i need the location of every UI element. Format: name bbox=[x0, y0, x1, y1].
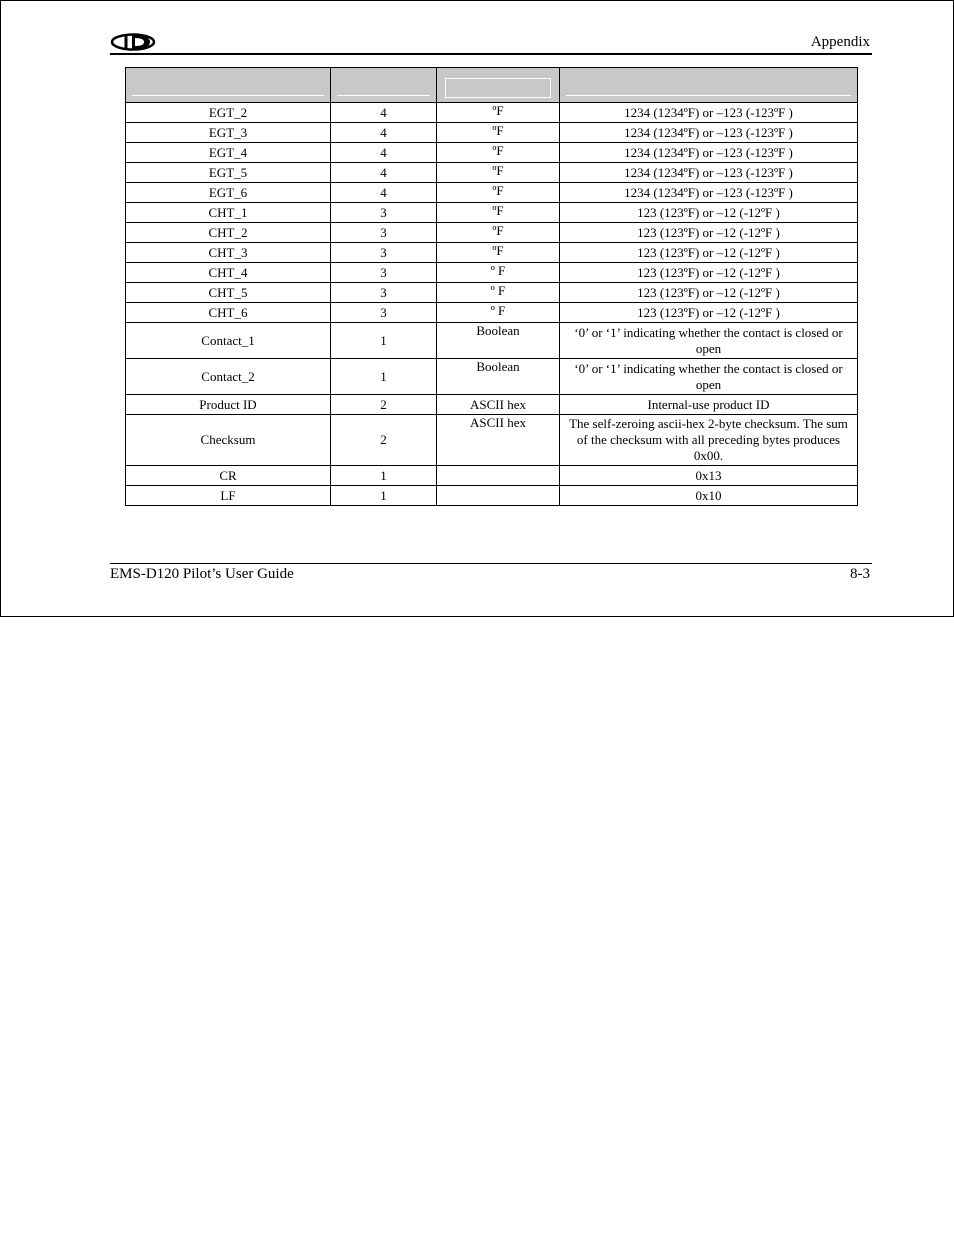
footer-rule bbox=[110, 563, 872, 564]
table-header-cell bbox=[560, 68, 858, 103]
description-cell: 1234 (1234ºF) or –123 (-123ºF ) bbox=[560, 123, 858, 143]
byte-count-cell: 4 bbox=[331, 143, 437, 163]
table-row bbox=[126, 415, 858, 466]
description-cell: 123 (123ºF) or –12 (-12ºF ) bbox=[560, 223, 858, 243]
footer-guide-title: EMS-D120 Pilot’s User Guide bbox=[110, 566, 294, 582]
byte-count-cell: 2 bbox=[331, 415, 437, 466]
field-name-cell: CR bbox=[126, 466, 331, 486]
field-name-cell: EGT_2 bbox=[126, 103, 331, 123]
table-row bbox=[126, 163, 858, 183]
description-cell: 0x13 bbox=[560, 466, 858, 486]
description-cell: Internal-use product ID bbox=[560, 395, 858, 415]
description-cell: 123 (123ºF) or –12 (-12ºF ) bbox=[560, 243, 858, 263]
table-row bbox=[126, 223, 858, 243]
unit-cell: º F bbox=[437, 263, 560, 283]
field-name-cell: CHT_3 bbox=[126, 243, 331, 263]
field-name-cell: Contact_2 bbox=[126, 359, 331, 395]
table-row bbox=[126, 183, 858, 203]
field-name-cell: CHT_5 bbox=[126, 283, 331, 303]
table-row bbox=[126, 263, 858, 283]
table-row bbox=[126, 466, 858, 486]
description-cell: 1234 (1234ºF) or –123 (-123ºF ) bbox=[560, 103, 858, 123]
field-name-cell: LF bbox=[126, 486, 331, 506]
unit-cell: ASCII hex bbox=[437, 415, 560, 466]
description-cell: 123 (123ºF) or –12 (-12ºF ) bbox=[560, 203, 858, 223]
table-header-row bbox=[126, 68, 858, 103]
table-row bbox=[126, 203, 858, 223]
description-cell: 123 (123ºF) or –12 (-12ºF ) bbox=[560, 283, 858, 303]
field-name-cell: CHT_2 bbox=[126, 223, 331, 243]
field-name-cell: CHT_6 bbox=[126, 303, 331, 323]
unit-cell bbox=[437, 466, 560, 486]
byte-count-cell: 1 bbox=[331, 359, 437, 395]
unit-cell: ºF bbox=[437, 203, 560, 223]
unit-cell: ºF bbox=[437, 143, 560, 163]
byte-count-cell: 1 bbox=[331, 323, 437, 359]
table-row bbox=[126, 143, 858, 163]
unit-cell bbox=[437, 486, 560, 506]
description-cell: 123 (123ºF) or –12 (-12ºF ) bbox=[560, 263, 858, 283]
unit-cell: ASCII hex bbox=[437, 395, 560, 415]
table-row bbox=[126, 103, 858, 123]
unit-cell: ºF bbox=[437, 243, 560, 263]
byte-count-cell: 1 bbox=[331, 486, 437, 506]
table-row bbox=[126, 323, 858, 359]
table-header-cell bbox=[331, 68, 437, 103]
byte-count-cell: 4 bbox=[331, 103, 437, 123]
byte-count-cell: 3 bbox=[331, 223, 437, 243]
field-name-cell: EGT_4 bbox=[126, 143, 331, 163]
data-format-table bbox=[125, 67, 858, 506]
dynon-logo-icon bbox=[110, 33, 156, 51]
byte-count-cell: 3 bbox=[331, 203, 437, 223]
field-name-cell: EGT_3 bbox=[126, 123, 331, 143]
field-name-cell: CHT_4 bbox=[126, 263, 331, 283]
byte-count-cell: 1 bbox=[331, 466, 437, 486]
byte-count-cell: 4 bbox=[331, 183, 437, 203]
table-row bbox=[126, 243, 858, 263]
description-cell: 1234 (1234ºF) or –123 (-123ºF ) bbox=[560, 163, 858, 183]
unit-cell: º F bbox=[437, 303, 560, 323]
header-rule bbox=[110, 53, 872, 55]
table-row bbox=[126, 395, 858, 415]
byte-count-cell: 4 bbox=[331, 123, 437, 143]
description-cell: ‘0’ or ‘1’ indicating whether the contact is closed or open bbox=[560, 359, 858, 395]
table-row bbox=[126, 123, 858, 143]
unit-cell: Boolean bbox=[437, 359, 560, 395]
table-row bbox=[126, 283, 858, 303]
field-name-cell: EGT_6 bbox=[126, 183, 331, 203]
unit-cell: ºF bbox=[437, 123, 560, 143]
unit-cell: ºF bbox=[437, 183, 560, 203]
byte-count-cell: 4 bbox=[331, 163, 437, 183]
unit-cell: Boolean bbox=[437, 323, 560, 359]
field-name-cell: CHT_1 bbox=[126, 203, 331, 223]
table-row bbox=[126, 486, 858, 506]
unit-cell: º F bbox=[437, 283, 560, 303]
byte-count-cell: 3 bbox=[331, 303, 437, 323]
description-cell: ‘0’ or ‘1’ indicating whether the contact is closed or open bbox=[560, 323, 858, 359]
table-row bbox=[126, 303, 858, 323]
field-name-cell: EGT_5 bbox=[126, 163, 331, 183]
unit-cell: ºF bbox=[437, 163, 560, 183]
byte-count-cell: 3 bbox=[331, 283, 437, 303]
byte-count-cell: 3 bbox=[331, 263, 437, 283]
field-name-cell: Contact_1 bbox=[126, 323, 331, 359]
footer-page-number: 8-3 bbox=[850, 566, 870, 582]
unit-cell: ºF bbox=[437, 103, 560, 123]
table-header-cell bbox=[437, 68, 560, 103]
unit-cell: ºF bbox=[437, 223, 560, 243]
table-row bbox=[126, 359, 858, 395]
table-body bbox=[126, 103, 858, 506]
byte-count-cell: 2 bbox=[331, 395, 437, 415]
description-cell: 123 (123ºF) or –12 (-12ºF ) bbox=[560, 303, 858, 323]
description-cell: 1234 (1234ºF) or –123 (-123ºF ) bbox=[560, 143, 858, 163]
description-cell: 1234 (1234ºF) or –123 (-123ºF ) bbox=[560, 183, 858, 203]
description-cell: 0x10 bbox=[560, 486, 858, 506]
header-section-title: Appendix bbox=[810, 34, 870, 50]
description-cell: The self-zeroing ascii-hex 2-byte checksum. The sum of the checksum with all preceding bytes produces 0x00. bbox=[560, 415, 858, 466]
field-name-cell: Checksum bbox=[126, 415, 331, 466]
table-header-cell bbox=[126, 68, 331, 103]
field-name-cell: Product ID bbox=[126, 395, 331, 415]
byte-count-cell: 3 bbox=[331, 243, 437, 263]
